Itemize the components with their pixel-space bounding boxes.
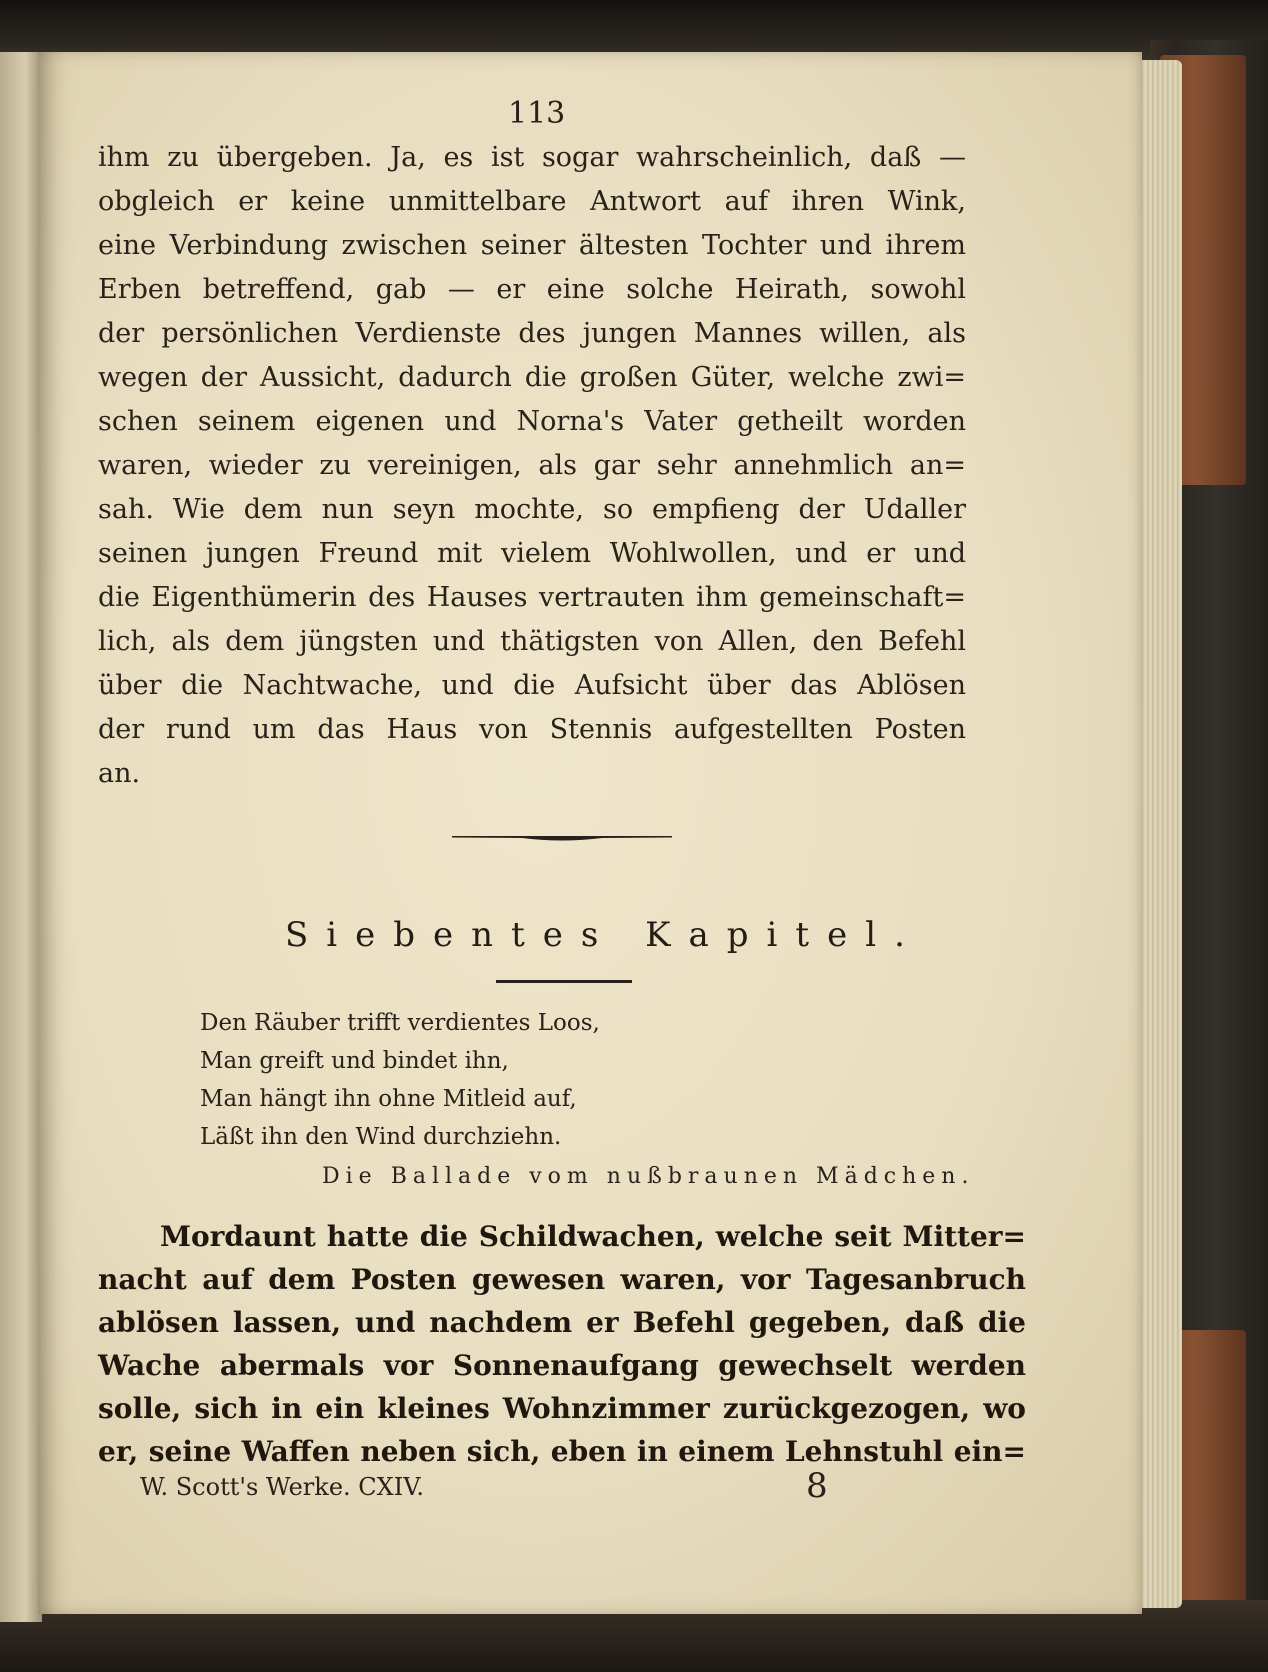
page-stack-edge [1138, 60, 1182, 1608]
text-line: nacht auf dem Posten gewesen waren, vor Tagesanbruch [98, 1263, 1026, 1296]
text-line: an. [98, 758, 141, 789]
text-line: obgleich er keine unmittelbare Antwort auf ihren Wink, [98, 186, 966, 217]
text-line: solle, sich in ein kleines Wohnzimmer zurückgezogen, wo [98, 1392, 1026, 1425]
facing-page-edge [0, 52, 42, 1622]
text-line: ihm zu übergeben. Ja, es ist sogar wahrscheinlich, daß — [98, 142, 966, 173]
epigraph-line: Läßt ihn den Wind durchziehn. [200, 1124, 562, 1150]
epigraph-line: Man hängt ihn ohne Mitleid auf, [200, 1086, 577, 1112]
text-line: Wache abermals vor Sonnenaufgang gewechselt werden [98, 1349, 1026, 1382]
epigraph-line: Den Räuber trifft verdientes Loos, [200, 1010, 600, 1036]
text-line: schen seinem eigenen und Norna's Vater getheilt worden [98, 406, 966, 437]
page-number: 113 [508, 96, 566, 131]
text-line: die Eigenthümerin des Hauses vertrauten ihm gemeinschaft= [98, 582, 966, 613]
text-line: sah. Wie dem nun seyn mochte, so empfieng der Udaller [98, 494, 966, 525]
text-line: seinen jungen Freund mit vielem Wohlwollen, und er und [98, 538, 966, 569]
epigraph-source: Die Ballade vom nußbraunen Mädchen. [322, 1164, 975, 1189]
chapter-rule [496, 980, 632, 983]
epigraph-line: Man greift und bindet ihn, [200, 1048, 509, 1074]
text-line: lich, als dem jüngsten und thätigsten von Allen, den Befehl [98, 626, 966, 657]
text-line: eine Verbindung zwischen seiner ältesten Tochter und ihrem [98, 230, 966, 261]
signature-number: 8 [806, 1466, 828, 1506]
text-line: wegen der Aussicht, dadurch die großen Güter, welche zwi= [98, 362, 966, 393]
text-line: er, seine Waffen neben sich, eben in einem Lehnstuhl ein= [98, 1435, 1026, 1468]
text-line: waren, wieder zu vereinigen, als gar sehr annehmlich an= [98, 450, 966, 481]
text-line: der rund um das Haus von Stennis aufgestellten Posten [98, 714, 966, 745]
text-line: ablösen lassen, und nachdem er Befehl gegeben, daß die [98, 1306, 1026, 1339]
signature-mark: W. Scott's Werke. CXIV. [140, 1473, 424, 1501]
text-line: Mordaunt hatte die Schildwachen, welche seit Mitter= [160, 1220, 1026, 1253]
chapter-title: Siebentes Kapitel. [285, 915, 923, 955]
text-line: über die Nachtwache, und die Aufsicht über das Ablösen [98, 670, 966, 701]
section-divider-ornament [452, 832, 672, 842]
text-line: Erben betreffend, gab — er eine solche Heirath, sowohl [98, 274, 966, 305]
text-line: der persönlichen Verdienste des jungen Mannes willen, als [98, 318, 966, 349]
